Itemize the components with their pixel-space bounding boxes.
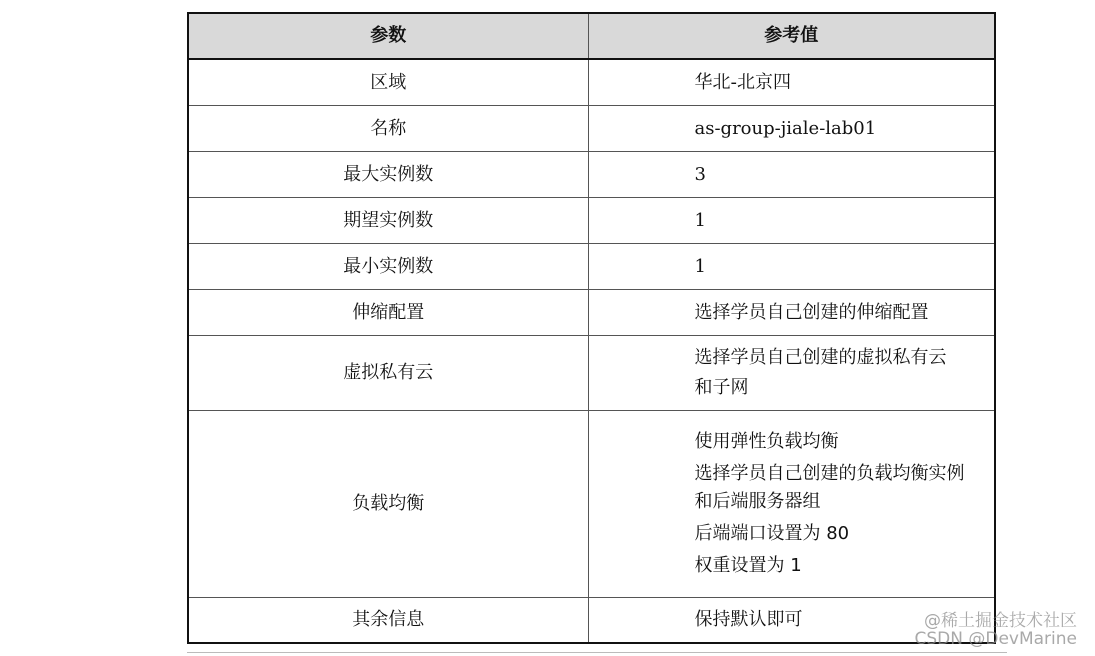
param-name: 名称 xyxy=(188,106,588,152)
table-row xyxy=(188,59,995,106)
table-row xyxy=(188,152,995,198)
param-max-instances: 最大实例数 xyxy=(188,152,588,198)
param-min-instances: 最小实例数 xyxy=(188,244,588,290)
value-vpc-line: 和子网 xyxy=(694,377,749,398)
table-row xyxy=(188,336,995,411)
watermark-line-2: CSDN @DevMarine xyxy=(914,629,1077,649)
value-vpc-line: 选择学员自己创建的虚拟私有云 xyxy=(694,347,947,368)
value-scaling-config: 选择学员自己创建的伸缩配置 xyxy=(588,290,995,336)
header-param: 参数 xyxy=(188,13,588,59)
watermark-line-1: @稀土掘金技术社区 xyxy=(924,611,1077,631)
param-load-balancer: 负载均衡 xyxy=(188,411,588,598)
table-row xyxy=(188,598,995,644)
table-row xyxy=(188,244,995,290)
param-scaling-config: 伸缩配置 xyxy=(188,290,588,336)
value-desired-instances: 1 xyxy=(588,198,995,244)
table-row xyxy=(188,411,995,598)
header-value: 参考值 xyxy=(588,13,995,59)
parameter-table xyxy=(187,12,996,644)
value-elb-line: 权重设置为 1 xyxy=(694,555,802,576)
value-name: as-group-jiale-lab01 xyxy=(588,106,995,152)
table-header-row xyxy=(188,13,995,59)
value-vpc xyxy=(588,336,995,411)
watermark xyxy=(914,612,1077,648)
value-load-balancer xyxy=(588,411,995,598)
value-region: 华北-北京四 xyxy=(588,59,995,106)
table-row xyxy=(188,106,995,152)
param-vpc: 虚拟私有云 xyxy=(188,336,588,411)
value-other-info: 保持默认即可 xyxy=(588,598,995,644)
table-row xyxy=(188,290,995,336)
bottom-divider xyxy=(187,652,1007,653)
value-elb-line: 后端端口设置为 80 xyxy=(694,523,850,544)
value-max-instances: 3 xyxy=(588,152,995,198)
table-row xyxy=(188,198,995,244)
param-region: 区域 xyxy=(188,59,588,106)
param-other-info: 其余信息 xyxy=(188,598,588,644)
value-min-instances: 1 xyxy=(588,244,995,290)
value-elb-line: 使用弹性负载均衡 xyxy=(694,431,839,452)
value-elb-line: 选择学员自己创建的负载均衡实例和后端服务器组 xyxy=(694,463,965,512)
param-desired-instances: 期望实例数 xyxy=(188,198,588,244)
